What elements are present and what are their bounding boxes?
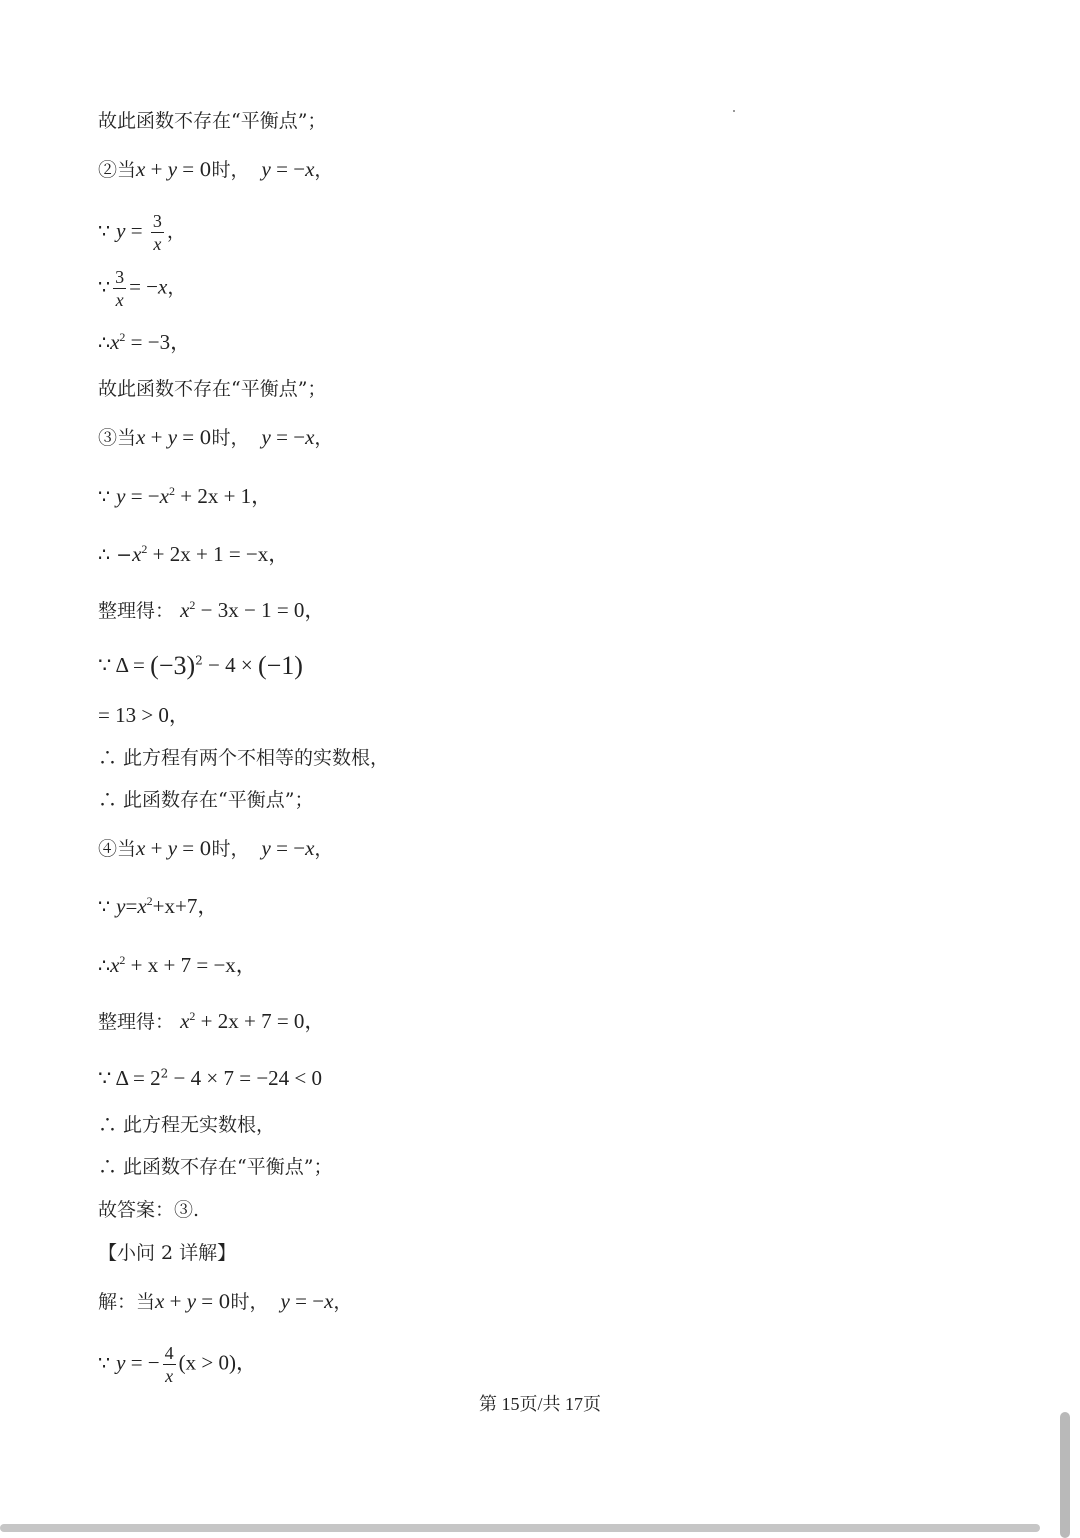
text-line: $\therefore x^2 = -3$， — [98, 330, 192, 354]
text-line: ∵ $y = -x^2 + 2x + 1$， — [98, 484, 273, 508]
text-line — [98, 108, 326, 134]
text-line: 解：当x + y = 0时， y = −x， — [98, 1289, 353, 1313]
line-text: − 4 × 7 = −24 < 0 — [168, 1066, 323, 1090]
line-text: ∵ — [98, 220, 117, 243]
line-text: 故此函数不存在“平衡点”； — [98, 110, 327, 132]
text-line — [98, 745, 389, 771]
line-text: 整理得： — [98, 600, 175, 622]
text-line: ∴ $-x^2 + 2x + 1 = -x$， — [98, 542, 290, 566]
line-text: 解：当 — [98, 1291, 156, 1313]
line-text: = −3， — [125, 330, 192, 354]
line-text: ∴ 此方程有两个不相等的实数根， — [98, 747, 390, 769]
text-line: ②当x + y = 0时， y = −x， — [98, 157, 334, 181]
line-text: ②当 — [98, 159, 137, 181]
text-line — [98, 787, 313, 813]
line-text: +x+7， — [152, 894, 219, 918]
line-text: + 2x + 7 = 0， — [195, 1009, 326, 1033]
line-text: ∴ − — [98, 544, 133, 566]
fraction: $\frac{3}{x}$ — [152, 211, 162, 254]
line-text: ∵ — [98, 1352, 117, 1375]
line-text: ∵ — [98, 276, 111, 299]
line-text: − 3x − 1 = 0， — [195, 598, 326, 622]
text-line — [98, 376, 326, 402]
line-text: + 2x + 1， — [174, 484, 273, 508]
text-line — [98, 1154, 332, 1180]
line-text: 故此函数不存在“平衡点”； — [98, 378, 327, 400]
text-line — [98, 1112, 275, 1138]
line-text: ∴ 此函数不存在“平衡点”； — [98, 1156, 333, 1178]
text-line: ∵ y = $\frac{3}{x}$ ， — [98, 211, 186, 254]
line-text: 整理得： — [98, 1011, 175, 1033]
numerator: 3 — [152, 211, 162, 231]
text-line: ∵ $\Delta = 2^2 - 4 \times 7 = -24 < 0$ — [98, 1066, 323, 1090]
text-line: ∵ y = − $\frac{4}{x}$ (x > 0)， — [98, 1343, 257, 1386]
line-text: 0时， — [199, 159, 250, 181]
fraction: $\frac{3}{x}$ — [115, 267, 125, 310]
math-op: = − — [129, 274, 159, 299]
line-text: 0时， — [218, 1291, 269, 1313]
line-text: ∵ Δ = 2 — [98, 1066, 161, 1090]
text-line: $\therefore x^2 + x + 7 = -x$， — [98, 953, 257, 977]
line-text: 故答案：③. — [98, 1199, 200, 1221]
text-line: 整理得： $x^2 - 3x - 1 = 0$， — [98, 598, 326, 622]
text-line: 整理得： $x^2 + 2x + 7 = 0$， — [98, 1009, 326, 1033]
vertical-scrollbar[interactable] — [1060, 1412, 1070, 1538]
line-text: + x + 7 = −x， — [125, 953, 257, 977]
text-line: ∵ $y=x^2+x+7$， — [98, 894, 219, 918]
fraction: $\frac{4}{x}$ — [164, 1343, 174, 1386]
line-text: = 13 > 0， — [98, 703, 190, 727]
line-text: ， — [314, 159, 334, 181]
text-line — [98, 702, 190, 729]
line-text: (x > 0)， — [178, 1350, 257, 1375]
text-line: ③当x + y = 0时， y = −x， — [98, 425, 334, 449]
line-text: − 4 × — [202, 653, 258, 677]
line-text: ∴ — [98, 332, 111, 354]
line-text: ∵ — [98, 896, 117, 918]
math-op: − — [293, 157, 306, 181]
horizontal-scrollbar[interactable] — [0, 1524, 1040, 1532]
speck — [733, 110, 735, 112]
line-text: (−3) — [150, 651, 196, 680]
text-line: ∵ $\frac{3}{x}$ = −x， — [98, 267, 187, 310]
section-heading — [98, 1240, 236, 1266]
line-text: ∴ 此方程无实数根， — [98, 1114, 276, 1136]
line-text: ∵ Δ = — [98, 653, 151, 677]
numerator: 4 — [164, 1343, 174, 1363]
line-text: 0时， — [199, 427, 250, 449]
line-text: ④当 — [98, 838, 137, 860]
line-text: ∴ 此函数存在“平衡点”； — [98, 789, 314, 811]
line-text: 【小问 2 详解】 — [98, 1242, 237, 1264]
line-text: + 2x + 1 = −x， — [147, 542, 290, 566]
text-line: ④当x + y = 0时， y = −x， — [98, 836, 334, 860]
line-text: ∵ — [98, 486, 117, 508]
line-text: 0时， — [199, 838, 250, 860]
numerator: 3 — [115, 267, 125, 287]
line-text: (−1) — [257, 651, 303, 680]
line-text: ∴ — [98, 955, 111, 977]
line-text: ③当 — [98, 427, 137, 449]
text-line: ∵ $\Delta = (-3)^2 - 4 \times (-1)$ — [98, 651, 303, 680]
line-text: ， — [166, 220, 186, 243]
page-footer: 第 15页/共 17页 — [478, 1394, 601, 1414]
line-text: ， — [167, 276, 187, 299]
text-line — [98, 1197, 199, 1223]
